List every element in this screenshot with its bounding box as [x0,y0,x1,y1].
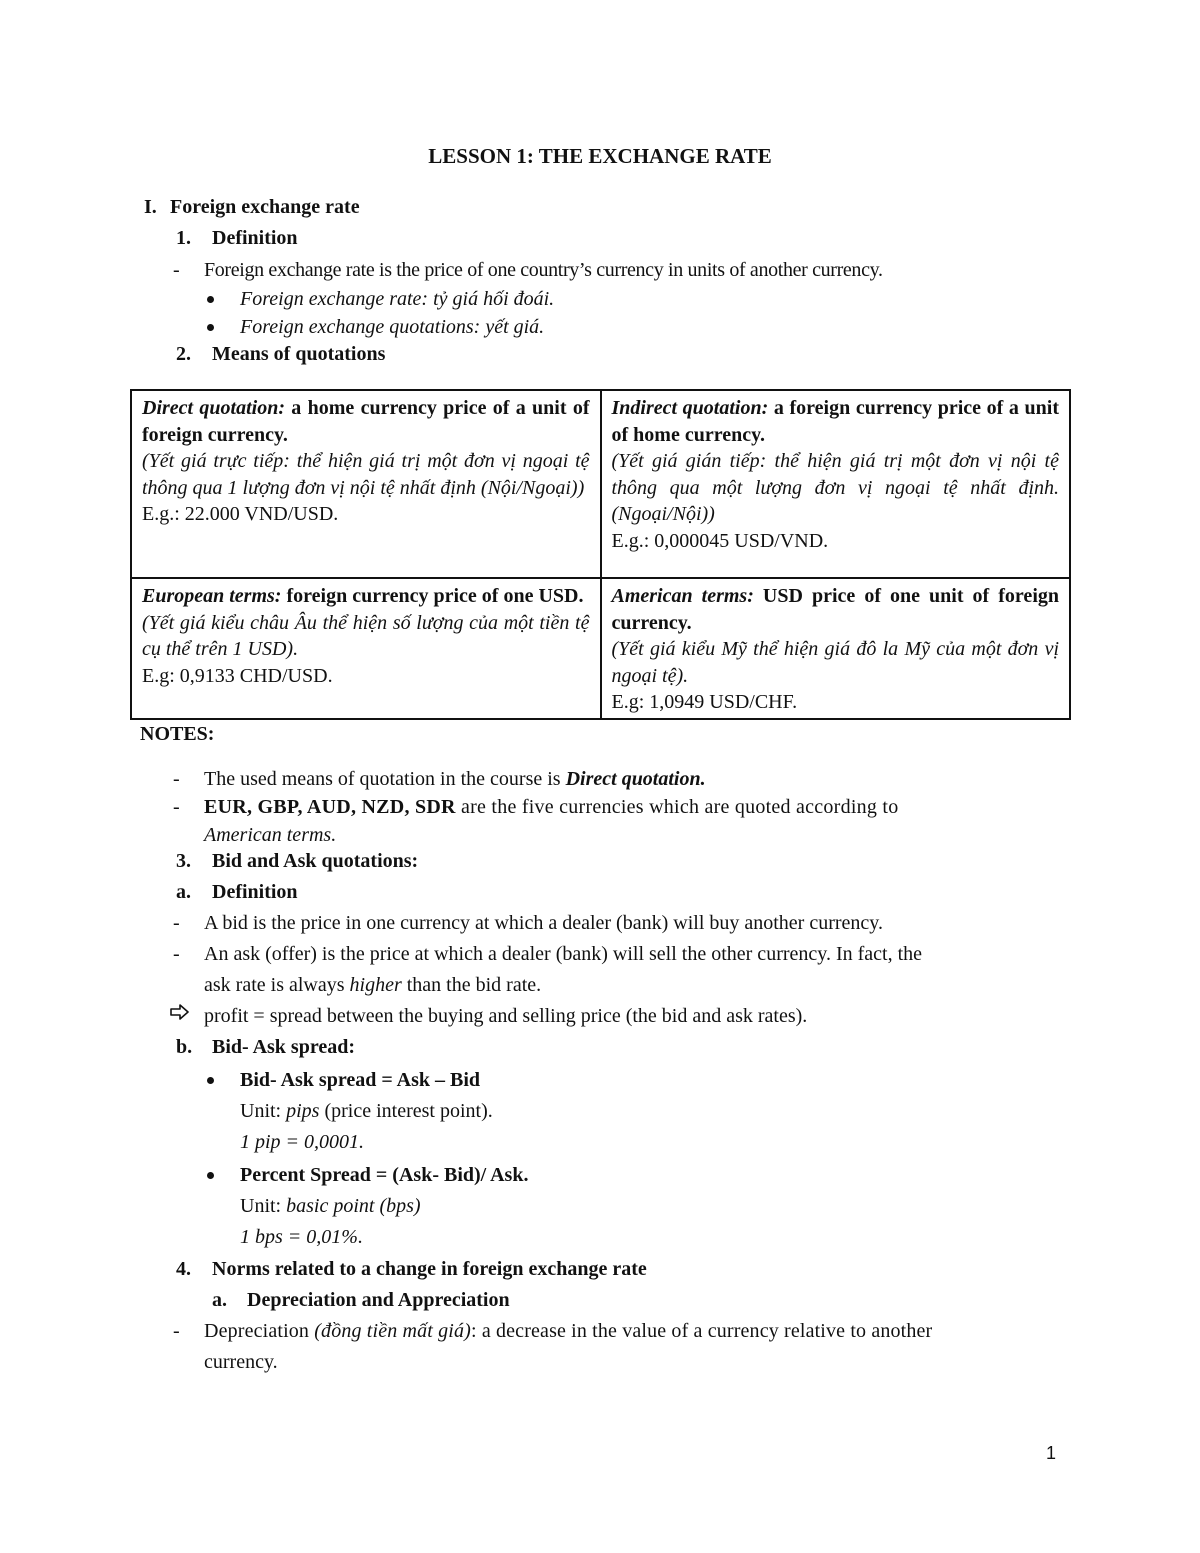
bullet-dot [207,1172,214,1179]
term-translation: (đồng tiền mất giá) [314,1320,471,1342]
section-heading: Foreign exchange rate [170,196,360,218]
ask-text: than the bid rate. [406,974,542,996]
indirect-quotation-cell [601,390,1071,578]
spread-formula: Bid- Ask spread = Ask – Bid [240,1069,481,1091]
bullet-item: Foreign exchange rate: tỷ giá hối đoái. [240,288,555,310]
term-text: Depreciation [204,1320,310,1342]
unit-value: basic point (bps) [286,1195,421,1217]
currency-list: EUR, GBP, AUD, NZD, SDR [204,796,456,818]
dash-marker: - [173,912,180,934]
subsection-number: 4. [176,1258,191,1280]
definition-text: Foreign exchange rate is the price of one country’s currency in units of another currency. [204,259,883,281]
quotation-table [130,389,1071,720]
subsection-heading: Depreciation and Appreciation [247,1289,510,1311]
notes-heading: NOTES: [140,723,215,745]
term-label: European terms: [142,585,282,607]
percent-spread-unit [240,1196,421,1216]
vietnamese-note: (Yết giá kiểu châu Âu thể hiện số lượng của một tiền tệ cụ thể trên 1 USD). [142,611,590,660]
subsection-heading: Definition [212,227,298,249]
subsection-heading: Norms related to a change in foreign exchange rate [212,1258,647,1280]
profit-text: profit = spread between the buying and selling price (the bid and ask rates). [204,1005,808,1027]
unit-label: Unit: [240,1100,282,1122]
term-definition: a home currency price of a unit of foreign currency. [142,397,590,446]
term-definition: a foreign currency price of a unit of home currency. [611,397,1060,446]
vietnamese-note: (Yết giá trực tiếp: thể hiện giá trị một đơn vị ngoại tệ thông qua 1 lượng đơn vị nội tệ nhất định (Nội/Ngoại)) [142,450,590,499]
unit-value: pips [286,1100,320,1122]
vietnamese-note: (Yết giá gián tiếp: thể hiện giá trị một đơn vị nội tệ thông qua một lượng đơn vị ngoại tệ nhất định. (Ngoại/Nội)) [611,450,1059,525]
ask-text: ask rate is always [204,974,345,996]
bullet-dot [207,1077,214,1084]
subsection-heading: Definition [212,881,298,903]
unit-label: Unit: [240,1195,282,1217]
dash-marker: - [173,259,180,281]
example-text: E.g.: 22.000 VND/USD. [142,503,339,525]
term-definition: USD price of one unit of foreign currency. [611,585,1059,634]
unit-note: (price interest point). [324,1100,493,1122]
note-emphasis: Direct quotation. [565,768,706,790]
bullet-dot [207,324,214,331]
example-text: E.g: 0,9133 CHD/USD. [142,664,333,687]
direct-quotation-cell [131,390,601,578]
note-text: are the five currencies which are quoted according to [460,796,899,818]
european-terms-cell [131,578,601,719]
spread-unit [240,1101,493,1121]
american-terms-cell [601,578,1071,719]
depreciation-definition [204,1321,932,1341]
page-number: 1 [1046,1443,1057,1463]
note-emphasis: American terms. [204,824,337,846]
note-item [204,769,706,789]
term-label: Direct quotation: [142,397,285,419]
dash-marker: - [173,768,180,790]
bid-definition: A bid is the price in one currency at which a dealer (bank) will buy another currency. [204,912,883,934]
dash-marker: - [173,1320,180,1342]
depreciation-definition-continued: currency. [204,1351,278,1373]
ask-emphasis: higher [349,974,402,996]
term-definition: : a decrease in the value of a currency relative to another [470,1320,933,1342]
subsection-number: 1. [176,227,191,249]
dash-marker: - [173,943,180,965]
term-label: American terms: [611,585,754,607]
subsection-letter: a. [212,1289,227,1311]
subsection-number: 3. [176,850,191,872]
page-title: LESSON 1: THE EXCHANGE RATE [428,144,772,168]
note-text: The used means of quotation in the course is [204,768,561,790]
bullet-item: Foreign exchange quotations: yết giá. [240,316,545,338]
subsection-heading: Bid and Ask quotations: [212,850,419,872]
ask-definition: An ask (offer) is the price at which a dealer (bank) will sell the other currency. In fact, the [204,943,923,965]
example-text: E.g.: 0,000045 USD/VND. [611,529,829,552]
example-text: E.g: 1,0949 USD/CHF. [611,691,798,713]
bps-definition: 1 bps = 0,01%. [240,1226,363,1248]
vietnamese-note: (Yết giá kiểu Mỹ thể hiện giá đô la Mỹ của một đơn vị ngoại tệ). [611,638,1059,687]
subsection-letter: b. [176,1036,193,1058]
pip-definition: 1 pip = 0,0001. [240,1131,365,1153]
subsection-heading: Means of quotations [212,343,386,365]
subsection-heading: Bid- Ask spread: [212,1036,356,1058]
section-number: I. [144,196,157,218]
subsection-number: 2. [176,343,191,365]
dash-marker: - [173,796,180,818]
subsection-letter: a. [176,881,191,903]
term-label: Indirect quotation: [611,397,769,419]
ask-definition-continued [204,975,541,995]
bullet-dot [207,296,214,303]
percent-spread-formula: Percent Spread = (Ask- Bid)/ Ask. [240,1164,529,1186]
arrow-right-icon [170,1004,190,1020]
term-definition: foreign currency price of one USD. [286,585,584,607]
note-item [204,797,898,817]
